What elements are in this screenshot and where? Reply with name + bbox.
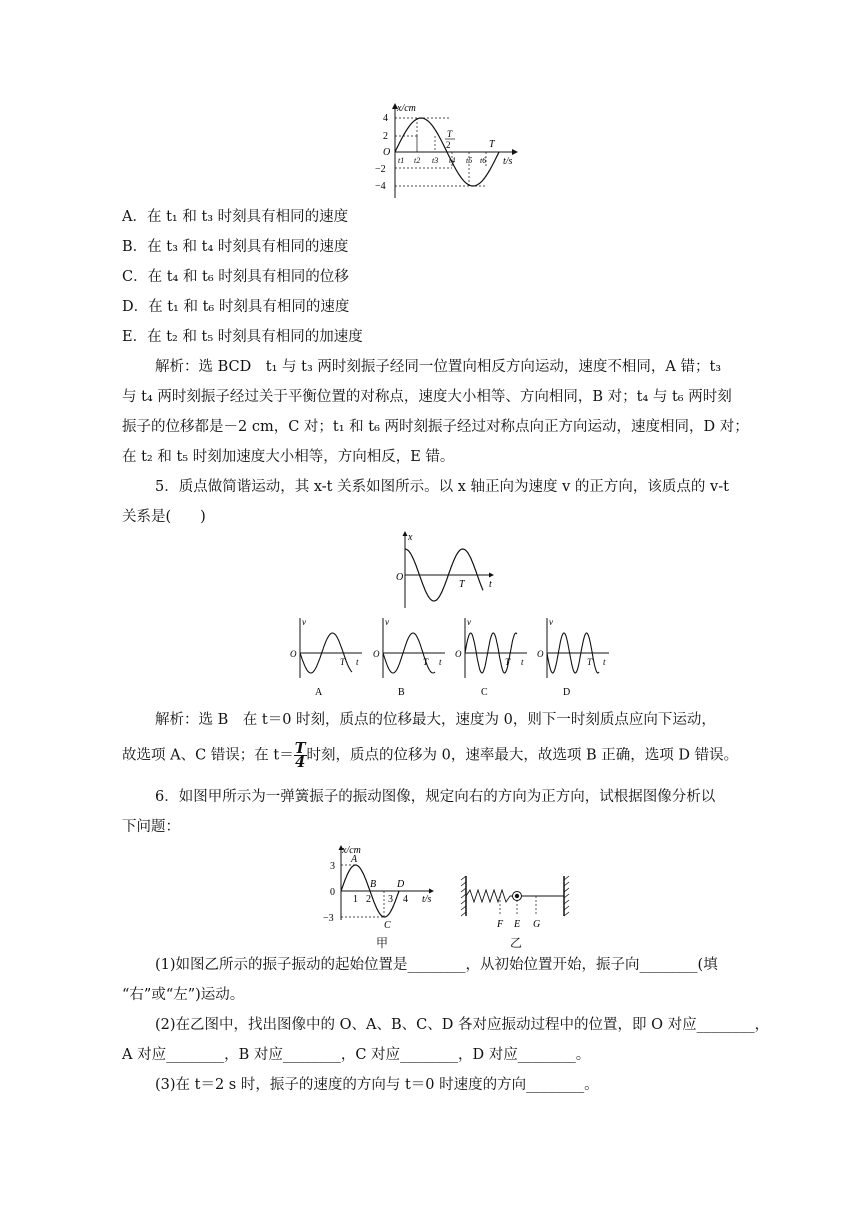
figure-q5	[285, 528, 615, 703]
fig3-ytick: 0	[330, 887, 335, 898]
q5-analysis-line2	[122, 742, 738, 769]
q6-part-3: (3)在 t＝2 s 时，振子的速度的方向与 t＝0 时速度的方向________。	[155, 1077, 599, 1093]
spring-oscillator	[461, 876, 569, 930]
point-d: D	[397, 879, 405, 890]
fig3-ylabel: x/cm	[342, 845, 361, 856]
option-label-a: A	[315, 687, 323, 698]
option-b: B．在 t₃ 和 t₄ 时刻具有相同的速度	[122, 239, 349, 255]
vt-origin: O	[373, 649, 380, 659]
q6-part-2: (2)在乙图中，找出图像中的 O、A、B、C、D 各对应振动过程中的位置，即 O 对应________，	[155, 1017, 770, 1033]
option-label-c: C	[481, 687, 488, 698]
q6-part-1: (1)如图乙所示的振子振动的起始位置是________，从初始位置开始，振子向________(填	[155, 957, 718, 973]
option-e: E．在 t₂ 和 t₅ 时刻具有相同的加速度	[122, 329, 363, 345]
vt-T: T	[423, 657, 429, 667]
fig3-xtick: 2	[366, 894, 371, 905]
fig2-origin: O	[396, 572, 404, 583]
fig1-ttick: t1	[398, 156, 405, 165]
fig3-ytick: 3	[330, 861, 335, 872]
fig1-xlabel: t/s	[503, 156, 513, 167]
figure-q6	[318, 840, 578, 950]
vt-T: T	[587, 657, 593, 667]
fig2-ylabel: x	[408, 532, 413, 543]
vt-origin: O	[537, 649, 544, 659]
analysis-line: 在 t₂ 和 t₅ 时刻加速度大小相等，方向相反，E 错。	[122, 449, 455, 465]
q6-part-1-cont: “右”或“左”)运动。	[122, 987, 245, 1003]
fig3-xtick: 1	[353, 894, 358, 905]
point-b: B	[370, 879, 377, 890]
option-d: D．在 t₁ 和 t₆ 时刻具有相同的速度	[122, 299, 350, 315]
fig1-period: T	[489, 139, 495, 150]
vt-axis-label: v	[467, 617, 471, 627]
option-label-b: B	[398, 687, 405, 698]
caption-jia: 甲	[376, 936, 389, 950]
point-c: C	[384, 920, 391, 931]
vt-t: t	[356, 657, 359, 667]
vt-t: t	[603, 657, 606, 667]
vt-option-graph	[373, 617, 445, 678]
vt-T: T	[340, 657, 346, 667]
fig1-ylabel: x/cm	[397, 103, 416, 114]
fig1-half-period: T	[447, 129, 453, 139]
fig1-ytick: −2	[375, 164, 386, 175]
analysis-line: 解析：选 BCD t₁ 与 t₃ 两时刻振子经同一位置向相反方向运动，速度不相同，A 错；t₃	[155, 359, 722, 375]
fig1-ttick: t6	[480, 156, 487, 165]
vt-option-graph	[455, 617, 527, 678]
fig1-ytick: 2	[383, 131, 388, 142]
fig1-ttick: t3	[432, 156, 439, 165]
spring-label-e: E	[514, 919, 521, 930]
q5-stem: 关系是( )	[122, 509, 206, 525]
fig1-origin: O	[383, 147, 391, 158]
option-c: C．在 t₄ 和 t₆ 时刻具有相同的位移	[122, 269, 349, 285]
q6-part-2-cont: A 对应________，B 对应________，C 对应________，D 对应________。	[122, 1047, 591, 1063]
fig2-T: T	[459, 579, 465, 590]
caption-yi: 乙	[510, 936, 523, 950]
vt-t: t	[521, 657, 524, 667]
fraction-den: 4	[295, 754, 306, 771]
vt-t: t	[439, 657, 442, 667]
vt-option-graph	[537, 617, 609, 678]
analysis-line: 与 t₄ 两时刻振子经过关于平衡位置的对称点，速度大小相等、方向相同，B 对；t₄ 与 t₆ 两时刻	[122, 389, 732, 405]
vt-T: T	[505, 657, 511, 667]
spring-label-g: G	[533, 919, 541, 930]
vt-axis-label: v	[302, 617, 306, 627]
vt-option-graph	[290, 617, 362, 678]
fig3-ytick: −3	[323, 913, 334, 924]
q5-stem: 5．质点做简谐运动，其 x-t 关系如图所示。以 x 轴正向为速度 v 的正方向，该质点的 v-t	[155, 479, 729, 495]
figure-xt-graph	[365, 100, 525, 200]
vt-origin: O	[290, 649, 297, 659]
q6-stem: 下问题：	[122, 819, 180, 835]
analysis-line: 振子的位移都是－2 cm，C 对；t₁ 和 t₆ 两时刻振子经过对称点向正方向运动，速度相同，D 对；	[122, 419, 749, 435]
q5-analysis-post: 时刻，质点的位移为 0，速率最大，故选项 B 正确，选项 D 错误。	[306, 747, 739, 764]
fig1-ytick: 4	[383, 113, 388, 124]
svg-text:2: 2	[446, 140, 451, 150]
vt-origin: O	[455, 649, 462, 659]
vt-axis-label: v	[385, 617, 389, 627]
fig1-ytick: −4	[375, 181, 386, 192]
q5-analysis: 解析：选 B 在 t＝0 时刻，质点的位移最大，速度为 0，则下一时刻质点应向下运动，	[155, 712, 716, 728]
fraction-num: T	[294, 740, 306, 757]
q5-analysis-pre: 故选项 A、C 错误；在 t＝	[122, 747, 294, 764]
fig1-ttick: t2	[414, 156, 421, 165]
fig1-ttick: t5	[466, 156, 473, 165]
vt-axis-label: v	[549, 617, 553, 627]
fig1-ttick: t4	[449, 156, 456, 165]
fig3-xtick: 4	[403, 894, 408, 905]
q6-stem: 6．如图甲所示为一弹簧振子的振动图像，规定向右的方向为正方向，试根据图像分析以	[155, 789, 716, 805]
fig3-xtick: 3	[388, 894, 393, 905]
option-label-d: D	[563, 687, 571, 698]
fig2-t: t	[489, 579, 492, 590]
fraction-t-over-4	[294, 742, 307, 769]
point-a: A	[351, 854, 358, 865]
spring-label-f: F	[497, 919, 504, 930]
fig3-xlabel: t/s	[422, 894, 432, 905]
option-a: A．在 t₁ 和 t₃ 时刻具有相同的速度	[122, 209, 349, 225]
